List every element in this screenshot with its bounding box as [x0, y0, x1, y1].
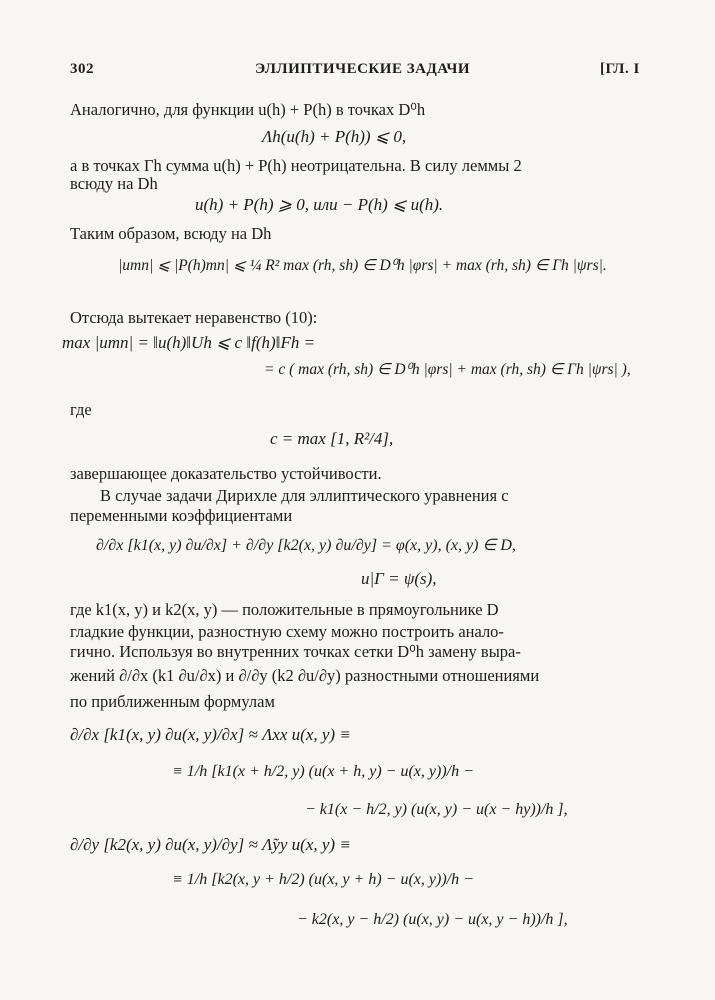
- paragraph-line: Таким образом, всюду на Dh: [70, 224, 272, 243]
- paragraph-line: всюду на Dh: [70, 174, 158, 193]
- paragraph-line: гладкие функции, разностную схему можно построить анало-: [70, 622, 504, 641]
- running-title: ЭЛЛИПТИЧЕСКИЕ ЗАДАЧИ: [255, 61, 471, 77]
- paragraph-line: переменными коэффициентами: [70, 506, 293, 525]
- paragraph-line: где k1(x, y) и k2(x, y) — положительные в прямоугольнике D: [70, 600, 499, 619]
- equation-7c: − k1(x − h/2, y) (u(x, y) − u(x − hy))/h ],: [305, 801, 568, 818]
- equation-7a: ∂/∂x [k1(x, y) ∂u(x, y)/∂x] ≈ Λxx u(x, y) ≡: [70, 725, 351, 744]
- paragraph-line: В случае задачи Дирихле для эллиптического уравнения с: [100, 486, 509, 505]
- paragraph-line: Аналогично, для функции u(h) + P(h) в точках D⁰h: [70, 100, 426, 119]
- chapter-mark: [ГЛ. I: [600, 61, 640, 77]
- equation-7b: ≡ 1/h [k1(x + h/2, y) (u(x + h, y) − u(x, y))/h −: [172, 763, 474, 780]
- paragraph-line: жений ∂/∂x (k1 ∂u/∂x) и ∂/∂y (k2 ∂u/∂y) разностными отношениями: [70, 666, 540, 685]
- equation-8c: − k2(x, y − h/2) (u(x, y) − u(x, y − h))/h ],: [297, 911, 568, 928]
- equation-8b: ≡ 1/h [k2(x, y + h/2) (u(x, y + h) − u(x, y))/h −: [172, 871, 474, 888]
- page-number: 302: [70, 61, 94, 77]
- paragraph-line: где: [70, 400, 92, 419]
- equation-4b: = c ( max (rh, sh) ∈ D⁰h |φrs| + max (rh, sh) ∈ Γh |ψrs| ),: [264, 361, 631, 378]
- equation-6a: ∂/∂x [k1(x, y) ∂u/∂x] + ∂/∂y [k2(x, y) ∂u/∂y] = φ(x, y), (x, y) ∈ D,: [96, 537, 516, 554]
- equation-3: |umn| ⩽ |P(h)mn| ⩽ ¼ R² max (rh, sh) ∈ D⁰h |φrs| + max (rh, sh) ∈ Γh |ψrs|.: [118, 257, 607, 274]
- paragraph-line: Отсюда вытекает неравенство (10):: [70, 308, 318, 327]
- equation-8a: ∂/∂y [k2(x, y) ∂u(x, y)/∂y] ≈ Λ̃yy u(x, y) ≡: [70, 835, 351, 854]
- equation-4a: max |umn| = ‖u(h)‖Uh ⩽ c ‖f(h)‖Fh =: [62, 333, 316, 352]
- equation-2: u(h) + P(h) ⩾ 0, или − P(h) ⩽ u(h).: [195, 195, 444, 214]
- equation-5: c = max [1, R²/4],: [270, 429, 394, 448]
- paragraph-line: завершающее доказательство устойчивости.: [70, 464, 382, 483]
- equation-6b: u|Γ = ψ(s),: [361, 569, 437, 588]
- paragraph-line: гично. Используя во внутренних точках сетки D⁰h замену выра-: [70, 642, 521, 661]
- equation-1: Λh(u(h) + P(h)) ⩽ 0,: [262, 127, 407, 146]
- paragraph-line: по приближенным формулам: [70, 692, 275, 711]
- paragraph-line: а в точках Γh сумма u(h) + P(h) неотрицательна. В силу леммы 2: [70, 156, 522, 175]
